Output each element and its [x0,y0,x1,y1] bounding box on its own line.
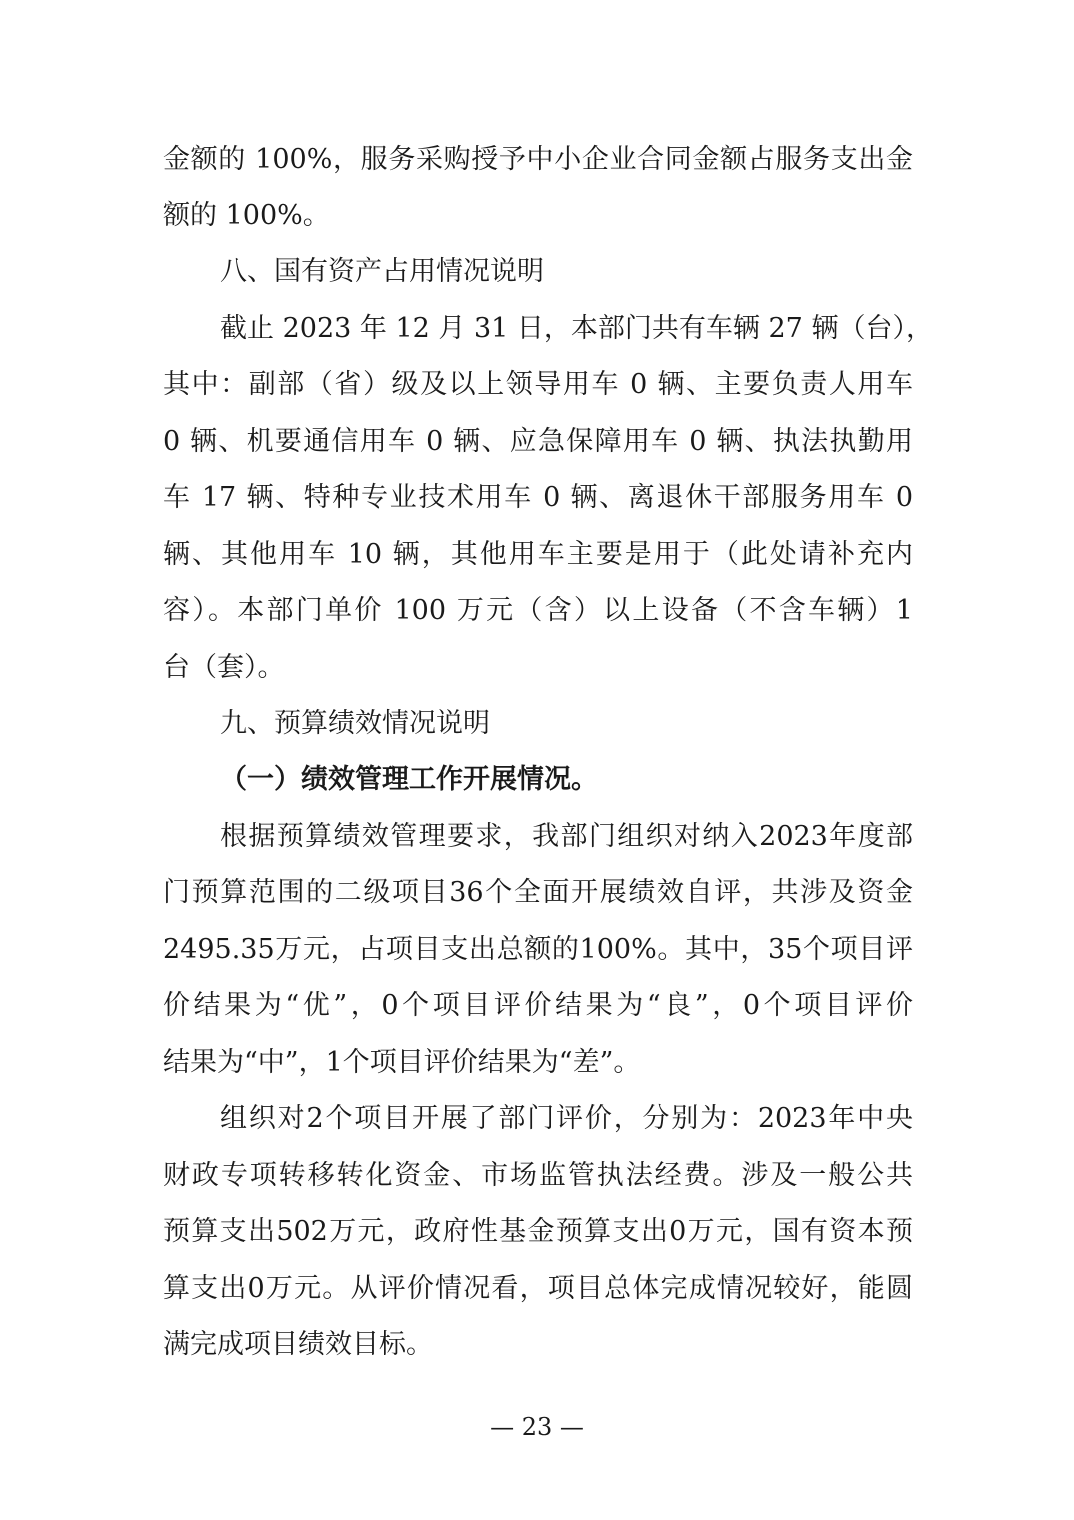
body-text-line: 0 辆、机要通信用车 0 辆、应急保障用车 0 辆、执法执勤用 [163,426,913,457]
body-text-line: 门预算范围的二级项目36个全面开展绩效自评，共涉及资金 [163,877,913,908]
section-heading: 九、预算绩效情况说明 [220,708,490,739]
body-text-line: 财政专项转移转化资金、市场监管执法经费。涉及一般公共 [163,1160,913,1191]
body-text-line: 2495.35万元，占项目支出总额的100%。其中，35个项目评 [163,934,913,965]
body-text-line: 预算支出502万元，政府性基金预算支出0万元，国有资本预 [163,1216,913,1247]
body-text-line: 价结果为“优”，0个项目评价结果为“良”，0个项目评价 [163,990,913,1021]
body-text-line: 截止 2023 年 12 月 31 日，本部门共有车辆 27 辆（台）， [220,313,933,344]
body-text-line: 金额的 100%，服务采购授予中小企业合同金额占服务支出金 [163,144,913,175]
body-text-line: 额的 100%。 [163,200,330,231]
body-text-line: 算支出0万元。从评价情况看，项目总体完成情况较好，能圆 [163,1273,913,1304]
body-text-line: 其中：副部（省）级及以上领导用车 0 辆、主要负责人用车 [163,369,913,400]
body-text-line: 车 17 辆、特种专业技术用车 0 辆、离退休干部服务用车 0 [163,482,913,513]
body-text-line: 组织对2个项目开展了部门评价，分别为：2023年中央 [220,1103,913,1134]
body-text-line: 辆、其他用车 10 辆，其他用车主要是用于（此处请补充内 [163,539,913,570]
subsection-heading: （一）绩效管理工作开展情况。 [220,764,598,795]
section-heading: 八、国有资产占用情况说明 [220,256,544,287]
body-text-line: 容）。本部门单价 100 万元（含）以上设备（不含车辆）1 [163,595,913,626]
page-number: — 23 — [490,1413,584,1441]
body-text-line: 满完成项目绩效目标。 [163,1329,433,1360]
body-text-line: 结果为“中”，1个项目评价结果为“差”。 [163,1047,641,1078]
body-text-line: 台（套）。 [163,652,285,683]
body-text-line: 根据预算绩效管理要求，我部门组织对纳入2023年度部 [220,821,913,852]
